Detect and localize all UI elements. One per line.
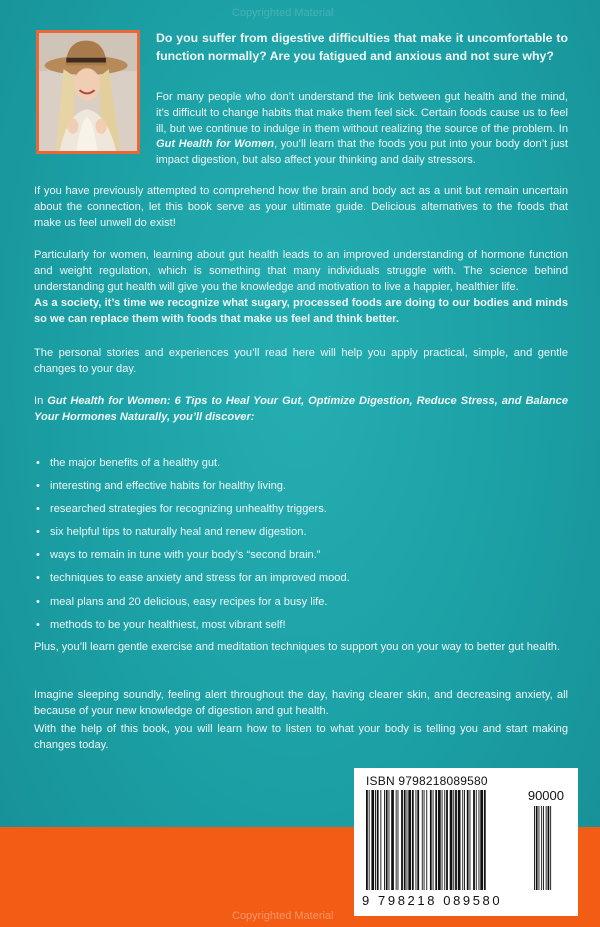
isbn-label: ISBN 9798218089580: [366, 774, 488, 788]
feature-item: • six helpful tips to naturally heal and renew digestion.: [34, 525, 568, 548]
feature-item: • methods to be your healthiest, most vibrant self!: [34, 618, 568, 641]
paragraph-closing: With the help of this book, you will learn how to listen to what your body is telling you and start making changes today.: [34, 723, 568, 751]
ean-digits: 9 798218 089580: [362, 893, 503, 908]
paragraph-exercise: Plus, you’ll learn gentle exercise and meditation techniques to support you on your way to better gut health.: [34, 641, 561, 653]
intro-body-after: , you’ll learn that the foods you put into your body don’t just impact digestion, but also affect your thinking and daily stressors.: [156, 138, 568, 167]
discover-book-title: Gut Health for Women: 6 Tips to Heal Your Gut, Optimize Digestion, Reduce Stress, and Balance Your Hormones Naturally, you’ll discover:: [34, 395, 568, 423]
feature-list: [34, 456, 568, 641]
paragraph-society: As a society, it’s time we recognize what sugary, processed foods are doing to our bodies and minds so we can replace them with foods that make us feel and think better.: [34, 297, 568, 325]
intro-body-before: For many people who don’t understand the link between gut health and the mind, it’s difficult to change habits that make them feel sick. Certain foods cause us to feel ill, but we continue to indulge in them without realizing the source of the problem. In: [156, 91, 568, 135]
barcode-bars-icon: [366, 790, 562, 890]
paragraph-guide: If you have previously attempted to comprehend how the brain and body act as a unit but remain uncertain about the connection, let this book serve as your ultimate guide. Delicious alternatives to the foods that make us feel unwell do exist!: [34, 185, 568, 229]
watermark-top: Copyrighted Material: [232, 7, 334, 19]
discover-lead: In: [34, 395, 48, 407]
paragraph-women: Particularly for women, learning about gut health leads to an improved understanding of hormone function and weight regulation, which is something that many individuals struggle with. The science behind understanding gut health will give you the knowledge and motivation to live a happier, healthier life.: [34, 249, 568, 293]
paragraph-personal-stories: The personal stories and experiences you’ll read here will help you apply practical, simple, and gentle changes to your day.: [34, 347, 568, 375]
watermark-bottom: Copyrighted Material: [232, 910, 334, 922]
author-photo: [36, 30, 140, 154]
feature-item: • ways to remain in tune with your body’s “second brain.”: [34, 548, 568, 571]
intro-body-paragraph: [156, 90, 568, 169]
feature-item: • researched strategies for recognizing unhealthy triggers.: [34, 502, 568, 525]
feature-item: • interesting and effective habits for healthy living.: [34, 479, 568, 502]
isbn-barcode: [354, 768, 578, 916]
feature-item: • the major benefits of a healthy gut.: [34, 456, 568, 479]
feature-item: • meal plans and 20 delicious, easy recipes for a busy life.: [34, 595, 568, 618]
price-code: 90000: [527, 788, 564, 803]
author-portrait-icon: [39, 33, 137, 151]
feature-item: • techniques to ease anxiety and stress for an improved mood.: [34, 571, 568, 594]
intro-book-title: Gut Health for Women: [156, 138, 275, 151]
intro-lead-question: Do you suffer from digestive difficulties that make it uncomfortable to function normally? Are you fatigued and anxious and not sure why?: [156, 31, 568, 63]
paragraph-imagine: Imagine sleeping soundly, feeling alert throughout the day, having clearer skin, and decreasing anxiety, all because of your new knowledge of digestion and gut health.: [34, 689, 568, 717]
paragraph-discover-intro: [34, 394, 568, 426]
